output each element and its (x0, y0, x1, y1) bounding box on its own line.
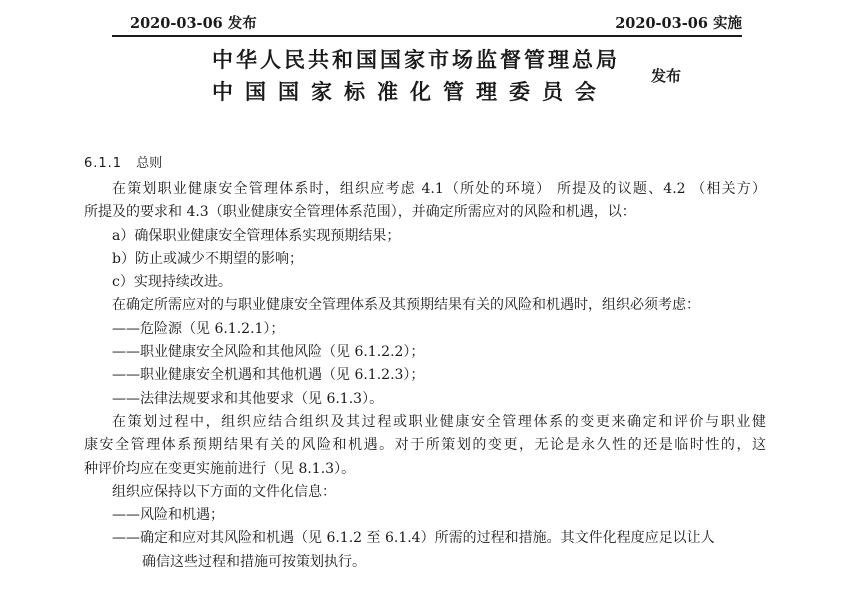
paragraph-line: 康安全管理体系预期结果有关的风险和机遇。对于所策划的变更，无论是永久性的还是临时性的，这 (84, 437, 766, 454)
publish-date: 2020-03-06 发布 (130, 15, 257, 32)
issuer-block (170, 40, 730, 110)
publish-label: 发布 (651, 67, 682, 85)
list-item-c: c）实现持续改进。 (112, 274, 232, 291)
section-heading (84, 150, 784, 178)
dash-item: ——风险和机遇； (112, 507, 224, 524)
dash-item: ——职业健康安全机遇和其他机遇（见 6.1.2.3）； (112, 367, 425, 384)
dash-item: ——法律法规要求和其他要求（见 6.1.3）。 (112, 390, 384, 407)
paragraph-line: 组织应保持以下方面的文件化信息： (112, 483, 336, 500)
dash-item: ——确定和应对其风险和机遇（见 6.1.2 至 6.1.4）所需的过程和措施。其文件化程度应足以让人 (112, 530, 715, 547)
issuer-samr: 中华人民共和国国家市场监督管理总局 (212, 48, 620, 72)
paragraph-line: 在策划职业健康安全管理体系时，组织应考虑 4.1（所处的环境） 所提及的议题、4.2 （相关方） (112, 181, 766, 197)
section-number: 6.1.1 (84, 156, 123, 172)
dash-item-continuation: 确信这些过程和措施可按策划执行。 (142, 553, 366, 570)
section-title: 总则 (136, 156, 163, 172)
issuer-sac: 中国国家标准化管理委员会 (212, 80, 608, 104)
dash-item: ——危险源（见 6.1.2.1）； (112, 320, 285, 337)
paragraph-line: 在策划过程中，组织应结合组织及其过程或职业健康安全管理体系的变更来确定和评价与职业健 (112, 413, 766, 430)
paragraph-line: 所提及的要求和 4.3（职业健康安全管理体系范围），并确定所需应对的风险和机遇，以： (84, 204, 636, 221)
list-item-b: b）防止或减少不期望的影响； (112, 250, 303, 267)
document-body (84, 150, 784, 574)
dash-item: ——职业健康安全风险和其他风险（见 6.1.2.2）； (112, 344, 425, 361)
implement-date: 2020-03-06 实施 (615, 15, 742, 32)
document-header (112, 6, 742, 36)
header-divider (112, 35, 742, 37)
list-item-a: a）确保职业健康安全管理体系实现预期结果； (112, 227, 401, 244)
paragraph-line: 在确定所需应对的与职业健康安全管理体系及其预期结果有关的风险和机遇时，组织必须考虑： (112, 297, 700, 314)
paragraph-line: 种评价均应在变更实施前进行（见 8.1.3）。 (84, 460, 356, 477)
